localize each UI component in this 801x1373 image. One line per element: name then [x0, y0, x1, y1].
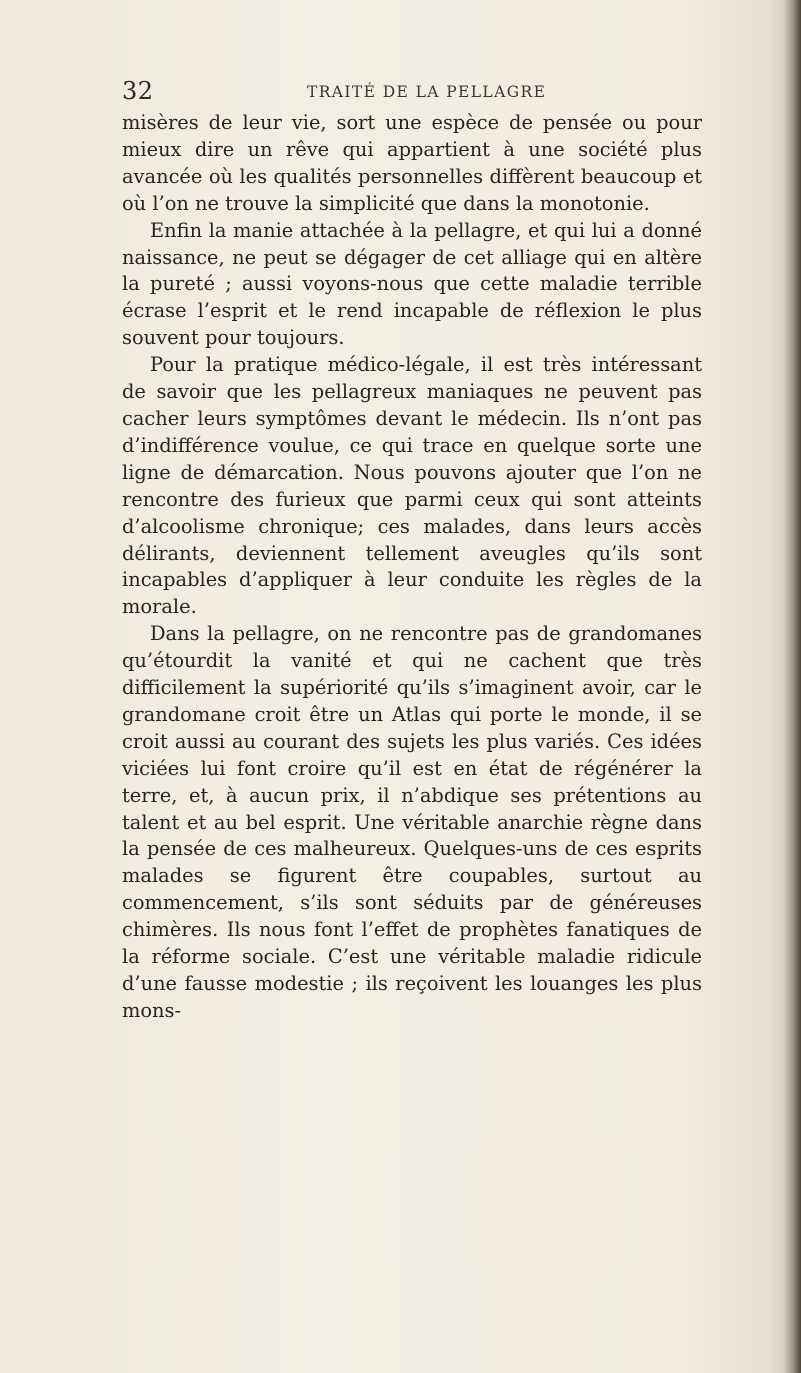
- page-edge-shadow: [783, 0, 801, 1373]
- running-title: TRAITÉ DE LA PELLAGRE: [307, 83, 547, 101]
- page-header: [122, 76, 682, 106]
- paragraph: Dans la pellagre, on ne rencontre pas de grandomanes qu’étourdit la vanité et qui ne cachent que très difficilement la supériorité qu’ils s’imaginent avoir, car le grandomane croit être un Atlas qui porte le monde, il se croit aussi au courant des sujets les plus variés. Ces idées viciées lui font croire qu’il est en état de régénérer la terre, et, à aucun prix, il n’abdique ses prétentions au talent et au bel esprit. Une véritable anarchie règne dans la pensée de ces malheureux. Quelques-uns de ces esprits malades se figurent être coupables, surtout au commencement, s’ils sont séduits par de généreuses chimères. Ils nous font l’effet de prophètes fanatiques de la réforme sociale. C’est une véritable maladie ridicule d’une fausse modestie ; ils reçoivent les louanges les plus mons-: [122, 622, 702, 1022]
- body-text: [122, 110, 702, 1025]
- paragraph: Enfin la manie attachée à la pellagre, et qui lui a donné naissance, ne peut se dégager de cet alliage qui en altère la pureté ; aussi voyons-nous que cette maladie terrible écrase l’esprit et le rend incapable de réflexion le plus souvent pour toujours.: [122, 218, 702, 350]
- paragraph: Pour la pratique médico-légale, il est très intéressant de savoir que les pellagreux maniaques ne peuvent pas cacher leurs symptômes devant le médecin. Ils n’ont pas d’indifférence voulue, ce qui trace en quelque sorte une ligne de démarcation. Nous pouvons ajouter que l’on ne rencontre des furieux que parmi ceux qui sont atteints d’alcoolisme chronique; ces malades, dans leurs accès délirants, deviennent tellement aveugles qu’ils sont incapables d’appliquer à leur conduite les règles de la morale.: [122, 353, 702, 619]
- page-number: 32: [122, 77, 154, 105]
- paragraph: misères de leur vie, sort une espèce de pensée ou pour mieux dire un rêve qui appartient à une société plus avancée où les qualités personnelles diffèrent beaucoup et où l’on ne trouve la simplicité que dans la monotonie.: [122, 111, 702, 215]
